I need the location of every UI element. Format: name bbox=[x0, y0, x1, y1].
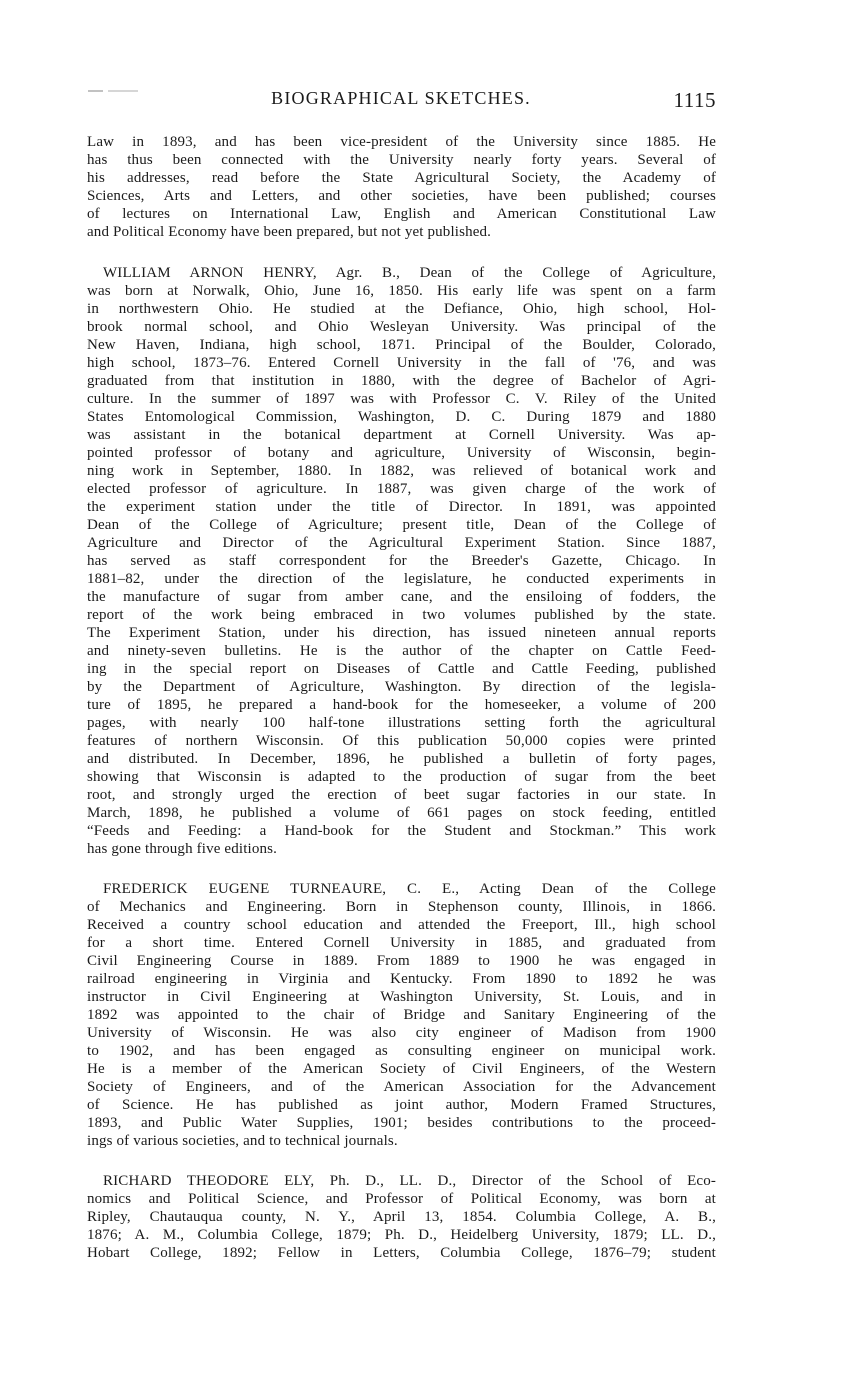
page-number: 1115 bbox=[673, 88, 716, 112]
text-line: “Feeds and Feeding: a Hand-book for the Student and Stockman.” This work bbox=[87, 823, 716, 839]
text-line: pages, with nearly 100 half-tone illustrations setting forth the agricultural bbox=[87, 715, 716, 731]
text-line: March, 1898, he published a volume of 661 pages on stock feeding, entitled bbox=[87, 805, 716, 821]
text-line: to 1902, and has been engaged as consulting engineer on municipal work. bbox=[87, 1043, 716, 1059]
text-line: WILLIAM ARNON HENRY, Agr. B., Dean of the College of Agriculture, bbox=[103, 265, 716, 281]
text-line: ings of various societies, and to technical journals. bbox=[87, 1133, 398, 1149]
running-header bbox=[86, 86, 716, 116]
text-line: of lectures on International Law, English and American Constitutional Law bbox=[87, 206, 716, 222]
text-line: He is a member of the American Society of Civil Engineers, of the Western bbox=[87, 1061, 716, 1077]
paragraph-continued bbox=[87, 133, 716, 241]
text-line: and ninety-seven bulletins. He is the author of the chapter on Cattle Feed- bbox=[87, 643, 716, 659]
text-line: root, and strongly urged the erection of beet sugar factories in our state. In bbox=[87, 787, 716, 803]
text-line: was born at Norwalk, Ohio, June 16, 1850. His early life was spent on a farm bbox=[87, 283, 716, 299]
text-line: of Mechanics and Engineering. Born in Stephenson county, Illinois, in 1866. bbox=[87, 899, 716, 915]
text-line: Ripley, Chautauqua county, N. Y., April 13, 1854. Columbia College, A. B., bbox=[87, 1209, 716, 1225]
text-line: nomics and Political Science, and Professor of Political Economy, was born at bbox=[87, 1191, 716, 1207]
text-line: in northwestern Ohio. He studied at the Defiance, Ohio, high school, Hol- bbox=[87, 301, 716, 317]
text-line: The Experiment Station, under his direction, has issued nineteen annual reports bbox=[87, 625, 716, 641]
text-line: ning work in September, 1880. In 1882, was relieved of botanical work and bbox=[87, 463, 716, 479]
text-line: pointed professor of botany and agriculture, University of Wisconsin, begin- bbox=[87, 445, 716, 461]
text-line: Civil Engineering Course in 1889. From 1889 to 1900 he was engaged in bbox=[87, 953, 716, 969]
paragraph-turneaure bbox=[87, 880, 716, 1150]
text-line: 1881–82, under the direction of the legislature, he conducted experiments in bbox=[87, 571, 716, 587]
paragraph-henry bbox=[87, 264, 716, 858]
text-line: Received a country school education and attended the Freeport, Ill., high school bbox=[87, 917, 716, 933]
running-title: BIOGRAPHICAL SKETCHES. bbox=[271, 88, 531, 108]
text-line: Agriculture and Director of the Agricultural Experiment Station. Since 1887, bbox=[87, 535, 716, 551]
text-line: 1876; A. M., Columbia College, 1879; Ph. D., Heidelberg University, 1879; LL. D., bbox=[87, 1227, 716, 1243]
text-line: Law in 1893, and has been vice-president of the University since 1885. He bbox=[87, 134, 716, 150]
text-line: culture. In the summer of 1897 was with Professor C. V. Riley of the United bbox=[87, 391, 716, 407]
text-line: ing in the special report on Diseases of Cattle and Cattle Feeding, published bbox=[87, 661, 716, 677]
text-line: ture of 1895, he prepared a hand-book for the homeseeker, a volume of 200 bbox=[87, 697, 716, 713]
text-line: Dean of the College of Agriculture; present title, Dean of the College of bbox=[87, 517, 716, 533]
text-line: 1893, and Public Water Supplies, 1901; besides contributions to the proceed- bbox=[87, 1115, 716, 1131]
text-line: 1892 was appointed to the chair of Bridge and Sanitary Engineering of the bbox=[87, 1007, 716, 1023]
paragraph-ely bbox=[87, 1172, 716, 1262]
text-line: his addresses, read before the State Agricultural Society, the Academy of bbox=[87, 170, 716, 186]
text-line: graduated from that institution in 1880, with the degree of Bachelor of Agri- bbox=[87, 373, 716, 389]
text-line: RICHARD THEODORE ELY, Ph. D., LL. D., Director of the School of Eco- bbox=[103, 1173, 716, 1189]
text-line: instructor in Civil Engineering at Washington University, St. Louis, and in bbox=[87, 989, 716, 1005]
text-line: has served as staff correspondent for the Breeder's Gazette, Chicago. In bbox=[87, 553, 716, 569]
text-line: railroad engineering in Virginia and Kentucky. From 1890 to 1892 he was bbox=[87, 971, 716, 987]
text-line: high school, 1873–76. Entered Cornell University in the fall of '76, and was bbox=[87, 355, 716, 371]
text-line: brook normal school, and Ohio Wesleyan University. Was principal of the bbox=[87, 319, 716, 335]
text-line: features of northern Wisconsin. Of this publication 50,000 copies were printed bbox=[87, 733, 716, 749]
text-line: by the Department of Agriculture, Washington. By direction of the legisla- bbox=[87, 679, 716, 695]
text-line: Society of Engineers, and of the American Association for the Advancement bbox=[87, 1079, 716, 1095]
text-line: States Entomological Commission, Washington, D. C. During 1879 and 1880 bbox=[87, 409, 716, 425]
text-line: FREDERICK EUGENE TURNEAURE, C. E., Acting Dean of the College bbox=[103, 881, 716, 897]
text-line: and Political Economy have been prepared, but not yet published. bbox=[87, 224, 492, 240]
text-line: was assistant in the botanical department at Cornell University. Was ap- bbox=[87, 427, 716, 443]
text-line: elected professor of agriculture. In 1887, was given charge of the work of bbox=[87, 481, 716, 497]
text-line: New Haven, Indiana, high school, 1871. Principal of the Boulder, Colorado, bbox=[87, 337, 716, 353]
text-line: for a short time. Entered Cornell University in 1885, and graduated from bbox=[87, 935, 716, 951]
text-line: University of Wisconsin. He was also city engineer of Madison from 1900 bbox=[87, 1025, 716, 1041]
text-line: has thus been connected with the University nearly forty years. Several of bbox=[87, 152, 716, 168]
body-text bbox=[87, 133, 716, 1262]
text-line: Sciences, Arts and Letters, and other societies, have been published; courses bbox=[87, 188, 716, 204]
text-line: showing that Wisconsin is adapted to the production of sugar from the beet bbox=[87, 769, 716, 785]
text-line: the manufacture of sugar from amber cane, and the ensiloing of fodders, the bbox=[87, 589, 716, 605]
text-line: of Science. He has published as joint author, Modern Framed Structures, bbox=[87, 1097, 716, 1113]
text-line: Hobart College, 1892; Fellow in Letters, Columbia College, 1876–79; student bbox=[87, 1245, 716, 1261]
text-line: report of the work being embraced in two volumes published by the state. bbox=[87, 607, 716, 623]
text-line: has gone through five editions. bbox=[87, 841, 278, 857]
text-line: and distributed. In December, 1896, he published a bulletin of forty pages, bbox=[87, 751, 716, 767]
text-line: the experiment station under the title of Director. In 1891, was appointed bbox=[87, 499, 716, 515]
